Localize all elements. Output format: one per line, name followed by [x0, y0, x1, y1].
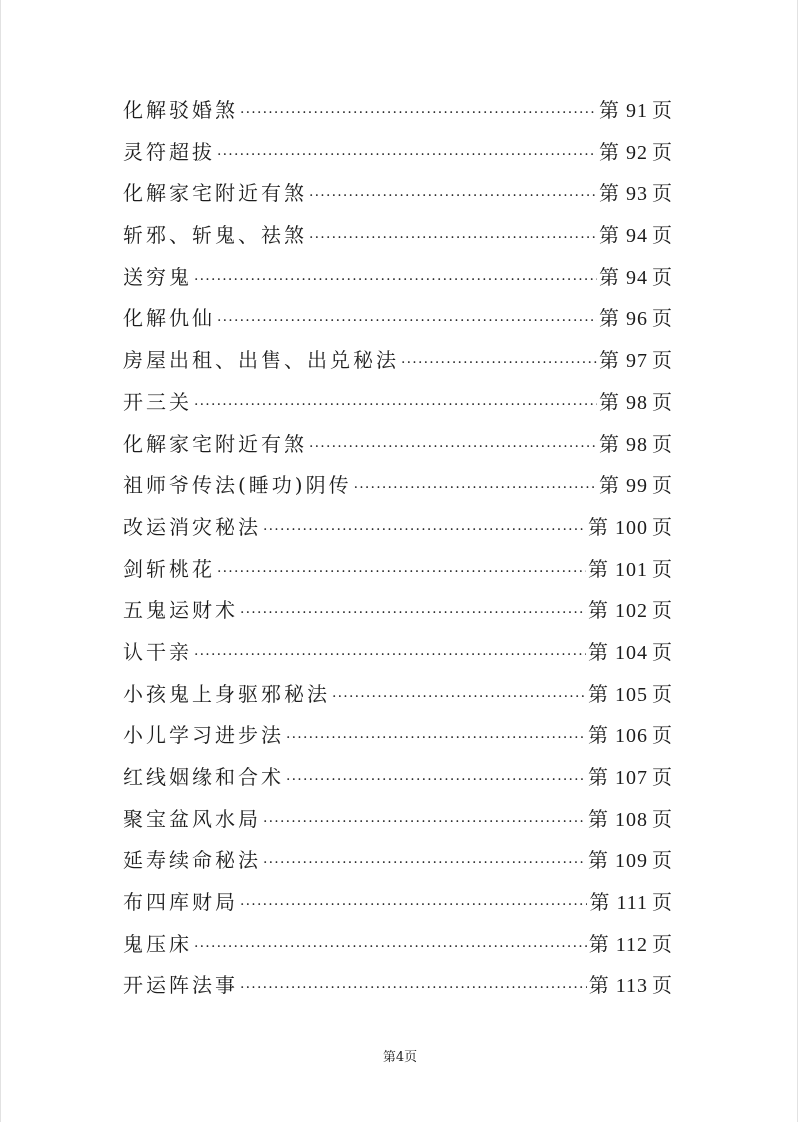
toc-page-prefix: 第 [599, 431, 620, 456]
toc-entry [123, 302, 673, 344]
toc-entry [123, 844, 673, 886]
toc-entry [123, 136, 673, 178]
toc-page-suffix: 页 [652, 181, 673, 206]
toc-dot-leader [309, 188, 597, 204]
toc-page-reference [588, 511, 673, 540]
toc-page-suffix: 页 [652, 473, 673, 498]
toc-page-number: 105 [615, 683, 648, 706]
toc-dot-leader [309, 439, 597, 455]
toc-page-reference [588, 844, 673, 873]
toc-page-number: 104 [615, 641, 648, 664]
toc-page-prefix: 第 [588, 723, 609, 748]
toc-page-suffix: 页 [652, 139, 673, 164]
toc-dot-leader [263, 522, 586, 538]
toc-entry [123, 969, 673, 1011]
toc-page-reference [599, 94, 673, 123]
toc-page-reference [599, 219, 673, 248]
toc-entry [123, 261, 673, 303]
toc-page-number: 111 [616, 892, 648, 915]
toc-entry [123, 511, 673, 553]
toc-page-prefix: 第 [599, 264, 620, 289]
toc-entry-title: 鬼压床 [123, 931, 192, 956]
toc-entry [123, 344, 673, 386]
toc-page-number: 107 [615, 767, 648, 789]
toc-dot-leader [240, 105, 597, 121]
toc-page-suffix: 页 [652, 598, 673, 623]
toc-page-prefix: 第 [599, 223, 620, 248]
toc-page-reference [599, 344, 673, 373]
toc-page-suffix: 页 [652, 890, 673, 915]
toc-entry [123, 219, 673, 261]
toc-page-suffix: 页 [652, 223, 673, 248]
toc-page-suffix: 页 [652, 98, 673, 122]
page-number-footer: 第4页 [382, 1050, 418, 1065]
toc-entry-title: 五鬼运财术 [123, 598, 238, 623]
toc-page-suffix: 页 [652, 931, 673, 956]
toc-page-suffix: 页 [652, 806, 673, 831]
toc-entry-title: 化解仇仙 [123, 306, 215, 331]
toc-entry-title: 小儿学习进步法 [123, 723, 284, 748]
toc-page-prefix: 第 [588, 848, 609, 873]
toc-page-number: 99 [626, 475, 648, 498]
toc-dot-leader [309, 230, 597, 246]
toc-dot-leader [240, 980, 587, 996]
toc-entry-title: 延寿续命秘法 [123, 848, 261, 873]
toc-entry [123, 803, 673, 845]
toc-dot-leader [217, 313, 597, 329]
toc-entry-title: 化解驳婚煞 [123, 98, 238, 122]
toc-page-number: 106 [615, 725, 648, 748]
toc-page-prefix: 第 [588, 765, 609, 789]
toc-page-reference [588, 678, 673, 707]
toc-page-number: 100 [615, 516, 648, 539]
toc-page-prefix: 第 [599, 473, 620, 498]
toc-entry [123, 636, 673, 678]
toc-page-reference [588, 719, 673, 748]
toc-page-suffix: 页 [652, 306, 673, 331]
toc-page-number: 94 [626, 266, 648, 289]
toc-dot-leader [286, 730, 586, 746]
toc-entry [123, 886, 673, 928]
toc-page-reference [589, 969, 673, 998]
toc-dot-leader [332, 689, 586, 705]
toc-page-reference [589, 886, 673, 915]
toc-entry-title: 布四库财局 [123, 890, 238, 915]
toc-page-prefix: 第 [588, 931, 610, 956]
toc-page-number: 101 [615, 558, 648, 581]
toc-page-reference [588, 594, 673, 623]
toc-dot-leader [240, 605, 586, 621]
toc-entry-title: 认干亲 [123, 639, 192, 664]
toc-page-prefix: 第 [599, 389, 620, 414]
toc-entry-title: 聚宝盆风水局 [123, 806, 261, 831]
toc-page-reference [588, 761, 673, 790]
toc-page-prefix: 第 [588, 806, 609, 831]
toc-page-number: 102 [615, 600, 648, 623]
toc-dot-leader [263, 814, 586, 830]
table-of-contents [123, 94, 673, 1011]
toc-page-prefix: 第 [589, 890, 611, 915]
toc-page-prefix: 第 [599, 306, 620, 331]
toc-entry-title: 开三关 [123, 389, 192, 414]
toc-page-reference [588, 553, 673, 582]
toc-page-suffix: 页 [652, 348, 673, 373]
toc-entry [123, 761, 673, 803]
toc-page-suffix: 页 [652, 639, 673, 664]
toc-page-prefix: 第 [599, 98, 620, 122]
toc-dot-leader [194, 939, 587, 955]
toc-entry [123, 386, 673, 428]
toc-page-number: 94 [626, 225, 648, 248]
toc-page-reference [599, 469, 673, 498]
toc-page-prefix: 第 [588, 556, 609, 581]
toc-page-number: 92 [626, 141, 648, 164]
toc-page-number: 97 [626, 350, 648, 373]
toc-page-prefix: 第 [599, 139, 620, 164]
toc-page-number: 93 [626, 183, 648, 206]
toc-page-prefix: 第 [588, 639, 609, 664]
toc-page-reference [599, 428, 673, 457]
toc-entry-title: 改运消灾秘法 [123, 514, 261, 539]
toc-page-number: 112 [615, 933, 648, 956]
toc-entry-title: 斩邪、斩鬼、祛煞 [123, 223, 307, 248]
toc-page-suffix: 页 [652, 264, 673, 289]
toc-page-suffix: 页 [652, 514, 673, 539]
toc-page-prefix: 第 [588, 973, 610, 998]
toc-page-reference [599, 386, 673, 415]
toc-entry [123, 469, 673, 511]
toc-entry-title: 祖师爷传法(睡功)阴传 [123, 473, 352, 498]
toc-entry [123, 553, 673, 595]
toc-dot-leader [263, 855, 586, 871]
toc-page-prefix: 第 [588, 681, 609, 706]
toc-page-reference [588, 636, 673, 665]
toc-dot-leader [354, 480, 597, 496]
toc-dot-leader [194, 647, 586, 663]
toc-page-reference [599, 136, 673, 165]
toc-entry-title: 剑斩桃花 [123, 556, 215, 581]
toc-entry-title: 红线姻缘和合术 [123, 765, 284, 789]
toc-page-reference [589, 928, 673, 957]
toc-entry-title: 开运阵法事 [123, 973, 238, 998]
toc-page-number: 98 [626, 391, 648, 414]
toc-dot-leader [240, 897, 587, 913]
toc-page-prefix: 第 [588, 598, 609, 623]
toc-page-reference [599, 177, 673, 206]
toc-dot-leader [217, 147, 597, 163]
toc-page-number: 109 [615, 850, 648, 873]
toc-dot-leader [217, 564, 586, 580]
toc-entry [123, 94, 673, 136]
toc-dot-leader [194, 272, 597, 288]
toc-page-number: 113 [615, 975, 648, 998]
toc-page-suffix: 页 [652, 431, 673, 456]
toc-page-reference [599, 261, 673, 290]
toc-entry-title: 化解家宅附近有煞 [123, 431, 307, 456]
toc-page-reference [588, 803, 673, 832]
toc-entry-title: 灵符超拔 [123, 139, 215, 164]
toc-entry [123, 719, 673, 761]
toc-page-suffix: 页 [652, 556, 673, 581]
toc-entry [123, 678, 673, 720]
toc-page-suffix: 页 [652, 389, 673, 414]
toc-entry-title: 化解家宅附近有煞 [123, 181, 307, 206]
toc-page-number: 108 [615, 808, 648, 831]
toc-entry-title: 送穷鬼 [123, 264, 192, 289]
toc-dot-leader [401, 355, 597, 371]
toc-dot-leader [194, 397, 597, 413]
toc-entry [123, 928, 673, 970]
toc-page-prefix: 第 [599, 181, 620, 206]
toc-page-suffix: 页 [652, 681, 673, 706]
toc-entry [123, 594, 673, 636]
toc-page-suffix: 页 [652, 765, 673, 789]
toc-page-suffix: 页 [652, 973, 673, 998]
toc-page-number: 96 [626, 308, 648, 331]
toc-page-reference [599, 302, 673, 331]
toc-page-number: 91 [626, 100, 648, 122]
toc-dot-leader [286, 772, 586, 788]
toc-entry-title: 小孩鬼上身驱邪秘法 [123, 681, 330, 706]
toc-entry-title: 房屋出租、出售、出兑秘法 [123, 348, 399, 373]
toc-page-prefix: 第 [599, 348, 620, 373]
toc-page-prefix: 第 [588, 514, 609, 539]
toc-entry [123, 177, 673, 219]
toc-page-number: 98 [626, 433, 648, 456]
toc-entry [123, 428, 673, 470]
toc-page-suffix: 页 [652, 848, 673, 873]
toc-page-suffix: 页 [652, 723, 673, 748]
